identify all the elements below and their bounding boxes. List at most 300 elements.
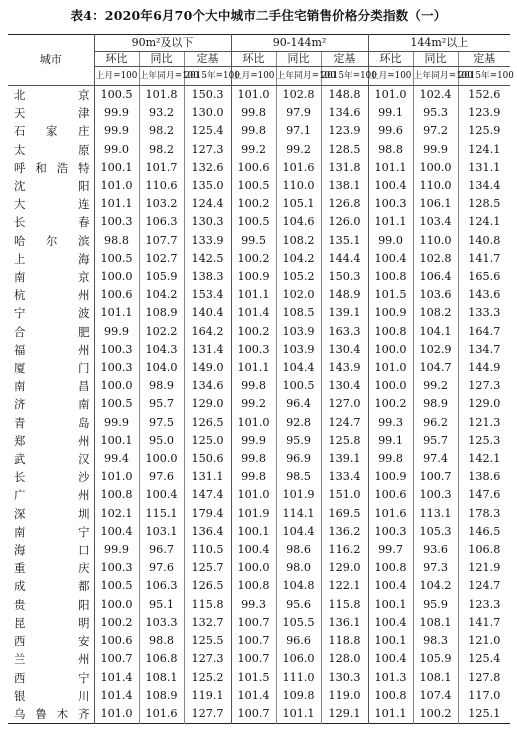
index-value-cell: 100.1 bbox=[94, 432, 139, 450]
index-value-cell: 100.2 bbox=[94, 614, 139, 632]
index-value-cell: 104.4 bbox=[276, 359, 321, 377]
index-value-cell: 141.7 bbox=[458, 614, 510, 632]
index-value-cell: 95.1 bbox=[139, 596, 184, 614]
index-value-cell: 100.2 bbox=[231, 195, 276, 213]
index-value-cell: 106.1 bbox=[413, 195, 458, 213]
index-value-cell: 144.9 bbox=[458, 359, 510, 377]
table-row bbox=[8, 505, 510, 523]
index-value-cell: 138.3 bbox=[184, 268, 231, 286]
index-value-cell: 103.1 bbox=[139, 523, 184, 541]
index-value-cell: 99.0 bbox=[94, 141, 139, 159]
index-value-cell: 100.2 bbox=[368, 395, 413, 413]
index-value-cell: 100.6 bbox=[368, 486, 413, 504]
index-value-cell: 100.4 bbox=[139, 486, 184, 504]
index-value-cell: 100.4 bbox=[368, 577, 413, 595]
index-value-cell: 93.6 bbox=[413, 541, 458, 559]
index-value-cell: 104.6 bbox=[276, 213, 321, 231]
group-header-small: 90m²及以下 bbox=[94, 35, 231, 52]
index-value-cell: 127.0 bbox=[321, 395, 368, 413]
table-row bbox=[8, 450, 510, 468]
index-value-cell: 100.7 bbox=[231, 705, 276, 724]
index-value-cell: 99.3 bbox=[231, 596, 276, 614]
index-value-cell: 96.4 bbox=[276, 395, 321, 413]
index-value-cell: 131.1 bbox=[184, 468, 231, 486]
index-value-cell: 97.3 bbox=[413, 559, 458, 577]
index-value-cell: 100.0 bbox=[231, 559, 276, 577]
index-value-cell: 101.0 bbox=[231, 486, 276, 504]
index-value-cell: 148.8 bbox=[321, 86, 368, 105]
index-value-cell: 99.2 bbox=[231, 141, 276, 159]
index-value-cell: 106.8 bbox=[458, 541, 510, 559]
city-name-cell: 昆明 bbox=[14, 615, 90, 630]
index-value-cell: 101.4 bbox=[94, 687, 139, 705]
index-value-cell: 105.1 bbox=[276, 195, 321, 213]
index-value-cell: 101.4 bbox=[94, 669, 139, 687]
index-value-cell: 100.3 bbox=[368, 195, 413, 213]
table-row bbox=[8, 669, 510, 687]
base-fixed-header: 2015年=100 bbox=[184, 67, 231, 86]
table-row bbox=[8, 304, 510, 322]
index-value-cell: 100.0 bbox=[94, 596, 139, 614]
index-value-cell: 105.9 bbox=[139, 268, 184, 286]
index-value-cell: 123.3 bbox=[458, 596, 510, 614]
city-name-cell: 银川 bbox=[14, 688, 90, 703]
index-value-cell: 98.8 bbox=[94, 232, 139, 250]
index-value-cell: 134.4 bbox=[458, 177, 510, 195]
index-value-cell: 114.1 bbox=[276, 505, 321, 523]
index-value-cell: 125.2 bbox=[184, 669, 231, 687]
metric-fixed-header: 定基 bbox=[184, 52, 231, 67]
index-value-cell: 99.7 bbox=[368, 541, 413, 559]
index-value-cell: 101.9 bbox=[231, 505, 276, 523]
index-value-cell: 97.6 bbox=[139, 559, 184, 577]
table-row bbox=[8, 122, 510, 140]
index-value-cell: 100.0 bbox=[368, 341, 413, 359]
index-value-cell: 101.0 bbox=[94, 468, 139, 486]
table-row bbox=[8, 414, 510, 432]
index-value-cell: 103.3 bbox=[139, 614, 184, 632]
city-name-cell: 西安 bbox=[14, 634, 90, 649]
base-yoy-header: 上年同月=100 bbox=[276, 67, 321, 86]
index-value-cell: 130.4 bbox=[321, 341, 368, 359]
city-column-header: 城市 bbox=[8, 35, 94, 86]
index-value-cell: 95.6 bbox=[276, 596, 321, 614]
index-value-cell: 130.4 bbox=[321, 377, 368, 395]
index-value-cell: 100.6 bbox=[94, 632, 139, 650]
index-value-cell: 119.0 bbox=[321, 687, 368, 705]
index-value-cell: 102.0 bbox=[276, 286, 321, 304]
index-value-cell: 100.6 bbox=[231, 159, 276, 177]
index-value-cell: 104.4 bbox=[276, 523, 321, 541]
index-value-cell: 98.8 bbox=[368, 141, 413, 159]
index-value-cell: 100.4 bbox=[231, 541, 276, 559]
index-value-cell: 99.4 bbox=[94, 450, 139, 468]
table-row bbox=[8, 268, 510, 286]
city-name-cell: 哈尔滨 bbox=[14, 233, 90, 248]
index-value-cell: 105.9 bbox=[413, 650, 458, 668]
index-value-cell: 96.2 bbox=[413, 414, 458, 432]
index-value-cell: 100.9 bbox=[368, 468, 413, 486]
metric-mom-header: 环比 bbox=[368, 52, 413, 67]
index-value-cell: 101.6 bbox=[139, 705, 184, 724]
table-row bbox=[8, 341, 510, 359]
index-value-cell: 110.0 bbox=[276, 177, 321, 195]
table-title: 表4：2020年6月70个大中城市二手住宅销售价格分类指数（一） bbox=[70, 8, 447, 23]
index-value-cell: 101.1 bbox=[94, 304, 139, 322]
index-value-cell: 105.2 bbox=[276, 268, 321, 286]
index-value-cell: 133.9 bbox=[184, 232, 231, 250]
index-value-cell: 101.1 bbox=[94, 195, 139, 213]
index-value-cell: 101.0 bbox=[231, 414, 276, 432]
table-row bbox=[8, 213, 510, 231]
index-value-cell: 108.5 bbox=[276, 304, 321, 322]
index-value-cell: 164.7 bbox=[458, 323, 510, 341]
index-value-cell: 122.1 bbox=[321, 577, 368, 595]
index-value-cell: 101.3 bbox=[368, 669, 413, 687]
index-value-cell: 98.9 bbox=[413, 395, 458, 413]
index-value-cell: 107.7 bbox=[139, 232, 184, 250]
table-row bbox=[8, 596, 510, 614]
index-value-cell: 97.4 bbox=[413, 450, 458, 468]
base-mom-header: 上月=100 bbox=[368, 67, 413, 86]
index-value-cell: 101.5 bbox=[231, 669, 276, 687]
index-value-cell: 98.5 bbox=[276, 468, 321, 486]
group-header-medium: 90-144m² bbox=[231, 35, 368, 52]
index-value-cell: 99.8 bbox=[368, 450, 413, 468]
index-value-cell: 125.4 bbox=[184, 122, 231, 140]
index-value-cell: 100.6 bbox=[94, 286, 139, 304]
index-value-cell: 125.0 bbox=[184, 432, 231, 450]
index-value-cell: 140.4 bbox=[184, 304, 231, 322]
index-value-cell: 151.0 bbox=[321, 486, 368, 504]
index-value-cell: 99.2 bbox=[276, 141, 321, 159]
index-value-cell: 104.2 bbox=[276, 250, 321, 268]
base-yoy-header: 上年同月=100 bbox=[139, 67, 184, 86]
index-value-cell: 125.4 bbox=[458, 650, 510, 668]
table-row bbox=[8, 523, 510, 541]
city-name-cell: 宁波 bbox=[14, 306, 90, 321]
index-value-cell: 126.5 bbox=[184, 577, 231, 595]
index-value-cell: 142.1 bbox=[458, 450, 510, 468]
index-value-cell: 104.8 bbox=[276, 577, 321, 595]
table-row bbox=[8, 359, 510, 377]
index-value-cell: 126.0 bbox=[321, 213, 368, 231]
index-value-cell: 153.4 bbox=[184, 286, 231, 304]
index-value-cell: 100.5 bbox=[94, 395, 139, 413]
index-value-cell: 103.9 bbox=[276, 323, 321, 341]
index-value-cell: 123.9 bbox=[321, 122, 368, 140]
city-name-cell: 广州 bbox=[14, 488, 90, 503]
index-value-cell: 134.7 bbox=[458, 341, 510, 359]
index-value-cell: 99.8 bbox=[231, 450, 276, 468]
index-value-cell: 99.9 bbox=[231, 432, 276, 450]
index-value-cell: 150.3 bbox=[321, 268, 368, 286]
index-value-cell: 109.8 bbox=[276, 687, 321, 705]
city-name-cell: 济南 bbox=[14, 397, 90, 412]
index-value-cell: 127.7 bbox=[184, 705, 231, 724]
index-value-cell: 101.4 bbox=[231, 687, 276, 705]
index-value-cell: 102.7 bbox=[139, 250, 184, 268]
index-value-cell: 128.5 bbox=[458, 195, 510, 213]
table-body bbox=[8, 86, 510, 724]
index-value-cell: 96.7 bbox=[139, 541, 184, 559]
city-name-cell: 成都 bbox=[14, 579, 90, 594]
index-value-cell: 115.1 bbox=[139, 505, 184, 523]
index-value-cell: 125.3 bbox=[458, 432, 510, 450]
index-value-cell: 133.4 bbox=[321, 468, 368, 486]
index-value-cell: 127.3 bbox=[184, 650, 231, 668]
index-value-cell: 99.8 bbox=[231, 104, 276, 122]
table-row bbox=[8, 632, 510, 650]
city-name-cell: 长春 bbox=[14, 215, 90, 230]
index-value-cell: 108.9 bbox=[139, 687, 184, 705]
index-value-cell: 100.7 bbox=[231, 632, 276, 650]
index-value-cell: 106.0 bbox=[276, 650, 321, 668]
index-value-cell: 98.2 bbox=[139, 141, 184, 159]
city-name-cell: 天津 bbox=[14, 106, 90, 121]
index-value-cell: 100.3 bbox=[94, 213, 139, 231]
index-value-cell: 142.5 bbox=[184, 250, 231, 268]
index-value-cell: 108.1 bbox=[139, 669, 184, 687]
index-value-cell: 108.2 bbox=[413, 304, 458, 322]
index-value-cell: 135.1 bbox=[321, 232, 368, 250]
index-value-cell: 101.0 bbox=[368, 359, 413, 377]
index-value-cell: 129.0 bbox=[321, 559, 368, 577]
index-value-cell: 99.1 bbox=[368, 104, 413, 122]
base-mom-header: 上月=100 bbox=[231, 67, 276, 86]
index-value-cell: 104.2 bbox=[413, 577, 458, 595]
index-value-cell: 98.3 bbox=[413, 632, 458, 650]
index-value-cell: 104.3 bbox=[139, 341, 184, 359]
index-value-cell: 127.8 bbox=[458, 669, 510, 687]
table-row bbox=[8, 323, 510, 341]
index-value-cell: 97.9 bbox=[276, 104, 321, 122]
index-value-cell: 100.3 bbox=[413, 486, 458, 504]
index-value-cell: 97.1 bbox=[276, 122, 321, 140]
index-value-cell: 146.5 bbox=[458, 523, 510, 541]
table-row bbox=[8, 486, 510, 504]
index-value-cell: 95.3 bbox=[413, 104, 458, 122]
index-value-cell: 100.1 bbox=[368, 596, 413, 614]
index-value-cell: 97.6 bbox=[139, 468, 184, 486]
index-value-cell: 130.3 bbox=[184, 213, 231, 231]
city-name-cell: 上海 bbox=[14, 251, 90, 266]
index-value-cell: 100.7 bbox=[231, 614, 276, 632]
index-value-cell: 133.3 bbox=[458, 304, 510, 322]
index-value-cell: 103.9 bbox=[276, 341, 321, 359]
index-value-cell: 108.9 bbox=[139, 304, 184, 322]
index-value-cell: 101.8 bbox=[139, 86, 184, 105]
index-value-cell: 125.5 bbox=[184, 632, 231, 650]
index-value-cell: 100.7 bbox=[231, 650, 276, 668]
index-value-cell: 101.7 bbox=[139, 159, 184, 177]
index-value-cell: 100.8 bbox=[368, 559, 413, 577]
index-value-cell: 99.9 bbox=[94, 104, 139, 122]
index-value-cell: 150.6 bbox=[184, 450, 231, 468]
table-row bbox=[8, 232, 510, 250]
index-value-cell: 130.0 bbox=[184, 104, 231, 122]
index-value-cell: 100.3 bbox=[368, 523, 413, 541]
index-value-cell: 104.0 bbox=[139, 359, 184, 377]
index-value-cell: 105.3 bbox=[413, 523, 458, 541]
index-value-cell: 100.7 bbox=[413, 468, 458, 486]
index-value-cell: 100.8 bbox=[368, 323, 413, 341]
index-value-cell: 95.0 bbox=[139, 432, 184, 450]
index-value-cell: 121.3 bbox=[458, 414, 510, 432]
metric-yoy-header: 同比 bbox=[413, 52, 458, 67]
index-value-cell: 99.8 bbox=[231, 122, 276, 140]
index-value-cell: 178.3 bbox=[458, 505, 510, 523]
index-value-cell: 108.1 bbox=[413, 669, 458, 687]
index-value-cell: 128.0 bbox=[321, 650, 368, 668]
index-value-cell: 132.7 bbox=[184, 614, 231, 632]
city-name-cell: 西宁 bbox=[14, 670, 90, 685]
index-value-cell: 102.2 bbox=[139, 323, 184, 341]
city-name-cell: 呼和浩特 bbox=[14, 160, 90, 175]
index-value-cell: 101.1 bbox=[231, 359, 276, 377]
price-index-table bbox=[8, 34, 514, 724]
index-value-cell: 101.0 bbox=[94, 177, 139, 195]
index-value-cell: 143.9 bbox=[321, 359, 368, 377]
index-value-cell: 119.1 bbox=[184, 687, 231, 705]
index-value-cell: 101.6 bbox=[276, 159, 321, 177]
base-fixed-header: 2015年=100 bbox=[321, 67, 368, 86]
index-value-cell: 113.1 bbox=[413, 505, 458, 523]
index-value-cell: 132.6 bbox=[184, 159, 231, 177]
index-value-cell: 99.3 bbox=[368, 414, 413, 432]
metric-mom-header: 环比 bbox=[231, 52, 276, 67]
index-value-cell: 101.1 bbox=[368, 159, 413, 177]
index-value-cell: 110.0 bbox=[413, 232, 458, 250]
index-value-cell: 131.4 bbox=[184, 341, 231, 359]
index-value-cell: 100.5 bbox=[94, 250, 139, 268]
index-value-cell: 121.0 bbox=[458, 632, 510, 650]
index-value-cell: 102.8 bbox=[276, 86, 321, 105]
index-value-cell: 99.9 bbox=[94, 323, 139, 341]
index-value-cell: 103.4 bbox=[413, 213, 458, 231]
index-value-cell: 169.5 bbox=[321, 505, 368, 523]
table-row bbox=[8, 286, 510, 304]
index-value-cell: 102.9 bbox=[413, 341, 458, 359]
city-name-cell: 福州 bbox=[14, 342, 90, 357]
table-row bbox=[8, 614, 510, 632]
index-value-cell: 118.8 bbox=[321, 632, 368, 650]
city-name-cell: 南昌 bbox=[14, 379, 90, 394]
table-row bbox=[8, 687, 510, 705]
city-name-cell: 海口 bbox=[14, 543, 90, 558]
index-value-cell: 100.4 bbox=[368, 614, 413, 632]
city-name-cell: 南京 bbox=[14, 270, 90, 285]
base-mom-header: 上月=100 bbox=[94, 67, 139, 86]
index-value-cell: 100.4 bbox=[368, 250, 413, 268]
index-value-cell: 110.0 bbox=[413, 177, 458, 195]
index-value-cell: 129.1 bbox=[321, 705, 368, 724]
index-value-cell: 99.0 bbox=[368, 232, 413, 250]
index-value-cell: 98.9 bbox=[139, 377, 184, 395]
index-value-cell: 106.3 bbox=[139, 213, 184, 231]
index-value-cell: 136.2 bbox=[321, 523, 368, 541]
index-value-cell: 100.2 bbox=[231, 323, 276, 341]
index-value-cell: 100.0 bbox=[368, 377, 413, 395]
table-row bbox=[8, 577, 510, 595]
index-value-cell: 125.8 bbox=[321, 432, 368, 450]
index-value-cell: 147.4 bbox=[184, 486, 231, 504]
table-row bbox=[8, 86, 510, 105]
group-header-large: 144m²以上 bbox=[368, 35, 510, 52]
index-value-cell: 101.6 bbox=[368, 505, 413, 523]
index-value-cell: 103.6 bbox=[413, 286, 458, 304]
index-value-cell: 135.0 bbox=[184, 177, 231, 195]
index-value-cell: 148.9 bbox=[321, 286, 368, 304]
index-value-cell: 100.8 bbox=[368, 268, 413, 286]
index-value-cell: 127.3 bbox=[458, 377, 510, 395]
index-value-cell: 134.6 bbox=[321, 104, 368, 122]
city-name-cell: 乌鲁木齐 bbox=[14, 706, 90, 721]
index-value-cell: 115.8 bbox=[321, 596, 368, 614]
index-value-cell: 116.2 bbox=[321, 541, 368, 559]
index-value-cell: 101.0 bbox=[94, 705, 139, 724]
index-value-cell: 100.2 bbox=[231, 250, 276, 268]
index-value-cell: 102.4 bbox=[413, 86, 458, 105]
index-value-cell: 96.9 bbox=[276, 450, 321, 468]
index-value-cell: 100.4 bbox=[368, 177, 413, 195]
city-name-cell: 沈阳 bbox=[14, 179, 90, 194]
index-value-cell: 103.2 bbox=[139, 195, 184, 213]
index-value-cell: 100.8 bbox=[368, 687, 413, 705]
index-value-cell: 107.4 bbox=[413, 687, 458, 705]
index-value-cell: 98.6 bbox=[276, 541, 321, 559]
index-value-cell: 100.4 bbox=[368, 650, 413, 668]
index-value-cell: 100.1 bbox=[94, 159, 139, 177]
index-value-cell: 100.3 bbox=[231, 341, 276, 359]
table-row bbox=[8, 468, 510, 486]
index-value-cell: 100.2 bbox=[413, 705, 458, 724]
index-value-cell: 99.2 bbox=[231, 395, 276, 413]
index-value-cell: 125.1 bbox=[458, 705, 510, 724]
index-value-cell: 104.7 bbox=[413, 359, 458, 377]
index-value-cell: 100.5 bbox=[94, 577, 139, 595]
city-name-cell: 合肥 bbox=[14, 324, 90, 339]
index-value-cell: 99.8 bbox=[231, 377, 276, 395]
index-value-cell: 98.2 bbox=[139, 122, 184, 140]
city-name-cell: 郑州 bbox=[14, 433, 90, 448]
index-value-cell: 95.7 bbox=[413, 432, 458, 450]
index-value-cell: 147.6 bbox=[458, 486, 510, 504]
city-name-cell: 北京 bbox=[14, 88, 90, 102]
table-row bbox=[8, 541, 510, 559]
index-value-cell: 139.1 bbox=[321, 304, 368, 322]
index-value-cell: 138.6 bbox=[458, 468, 510, 486]
index-value-cell: 100.3 bbox=[94, 559, 139, 577]
index-value-cell: 125.7 bbox=[184, 559, 231, 577]
index-value-cell: 100.5 bbox=[94, 86, 139, 105]
index-value-cell: 111.0 bbox=[276, 669, 321, 687]
base-yoy-header: 上年同月=100 bbox=[413, 67, 458, 86]
index-value-cell: 129.0 bbox=[184, 395, 231, 413]
index-value-cell: 130.3 bbox=[321, 669, 368, 687]
table-row bbox=[8, 559, 510, 577]
index-value-cell: 100.0 bbox=[94, 268, 139, 286]
index-value-cell: 150.3 bbox=[184, 86, 231, 105]
index-value-cell: 99.6 bbox=[368, 122, 413, 140]
index-value-cell: 101.1 bbox=[231, 286, 276, 304]
index-value-cell: 100.3 bbox=[94, 359, 139, 377]
index-value-cell: 100.4 bbox=[94, 523, 139, 541]
index-value-cell: 131.8 bbox=[321, 159, 368, 177]
table-row bbox=[8, 377, 510, 395]
city-name-cell: 大连 bbox=[14, 197, 90, 212]
index-value-cell: 101.4 bbox=[231, 304, 276, 322]
